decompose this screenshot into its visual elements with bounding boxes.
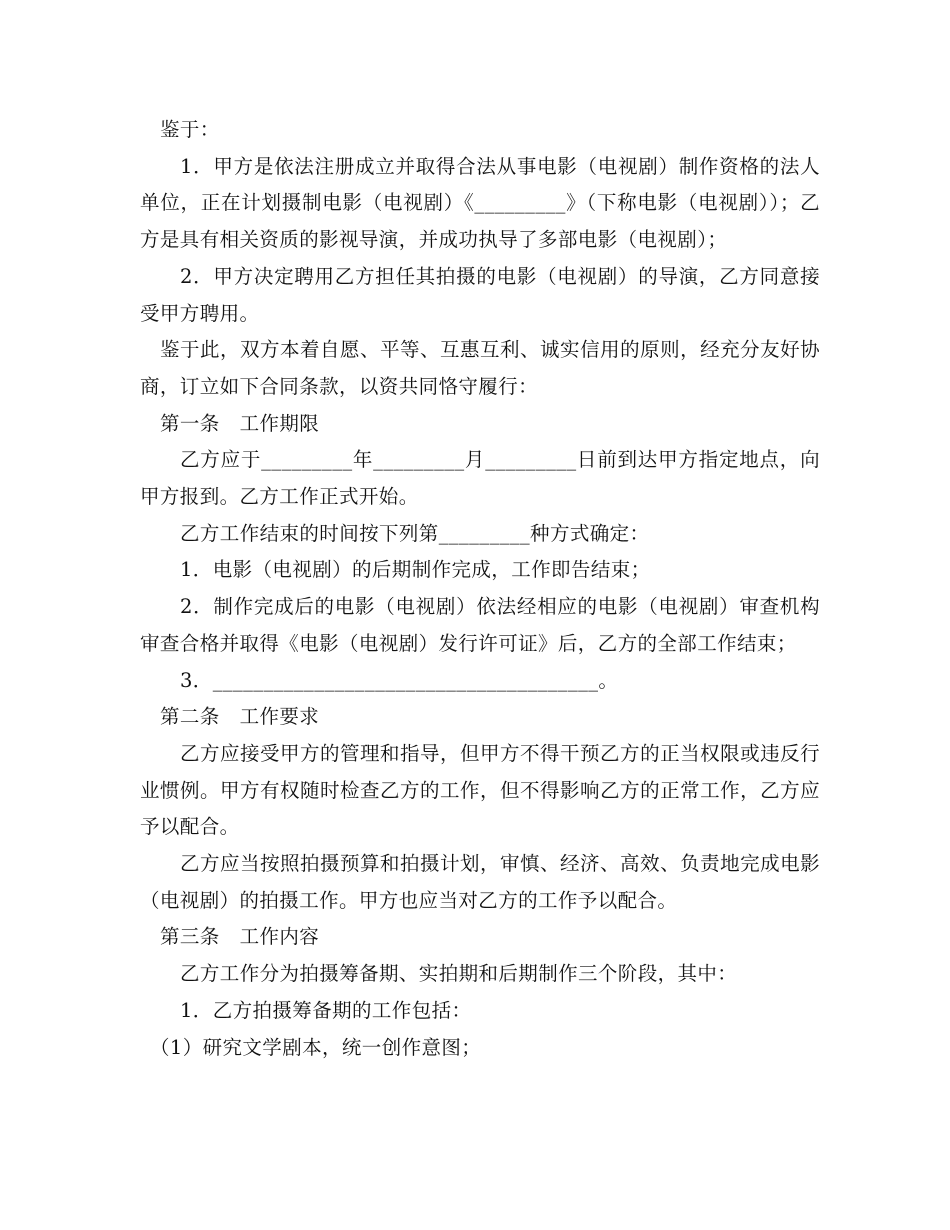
contract-body xyxy=(140,112,820,1066)
article-2-heading: 第二条 工作要求 xyxy=(160,705,320,729)
article-1-heading: 第一条 工作期限 xyxy=(160,411,320,435)
paragraph-whereas-heading: 鉴于： xyxy=(160,118,220,141)
paragraph-article-3-prep-item-1: （1）研究文学剧本，统一创作意图； xyxy=(150,1035,482,1059)
paragraph-agreement-intro: 鉴于此，双方本着自愿、平等、互惠互利、诚实信用的原则，经充分友好协商，订立如下合同条款，以资共同恪守履行： xyxy=(140,338,820,398)
paragraph-article-1-end-method: 乙方工作结束的时间按下列第_________种方式确定： xyxy=(180,521,650,545)
paragraph-whereas-1: 1．甲方是依法注册成立并取得合法从事电影（电视剧）制作资格的法人单位，正在计划摄制电影（电视剧）《_________》（下称电影（电视剧））；乙方是具有相关资质的影视导演，并成功执导了多部电影（电视剧）； xyxy=(140,154,820,252)
paragraph-article-2-management: 乙方应接受甲方的管理和指导，但甲方不得干预乙方的正当权限或违反行业惯例。甲方有权随时检查乙方的工作，但不得影响乙方的正常工作，乙方应予以配合。 xyxy=(140,741,820,839)
paragraph-article-3-stages: 乙方工作分为拍摄筹备期、实拍期和后期制作三个阶段，其中： xyxy=(180,962,738,986)
paragraph-article-3-prep: 1．乙方拍摄筹备期的工作包括： xyxy=(180,998,472,1022)
paragraph-article-2-budget: 乙方应当按照拍摄预算和拍摄计划，审慎、经济、高效、负责地完成电影（电视剧）的拍摄工作。甲方也应当对乙方的工作予以配合。 xyxy=(140,852,820,912)
paragraph-article-1-option-3: 3．______________________________________。 xyxy=(180,668,619,692)
paragraph-article-1-option-1: 1．电影（电视剧）的后期制作完成，工作即告结束； xyxy=(180,558,651,582)
paragraph-article-1-start: 乙方应于_________年_________月_________日前到达甲方指定地点，向甲方报到。乙方工作正式开始。 xyxy=(140,448,820,509)
paragraph-whereas-2: 2．甲方决定聘用乙方担任其拍摄的电影（电视剧）的导演，乙方同意接受甲方聘用。 xyxy=(140,264,820,325)
paragraph-article-1-option-2: 2．制作完成后的电影（电视剧）依法经相应的电影（电视剧）审查机构审查合格并取得《电影（电视剧）发行许可证》后，乙方的全部工作结束； xyxy=(140,595,820,655)
article-3-heading: 第三条 工作内容 xyxy=(160,925,320,949)
